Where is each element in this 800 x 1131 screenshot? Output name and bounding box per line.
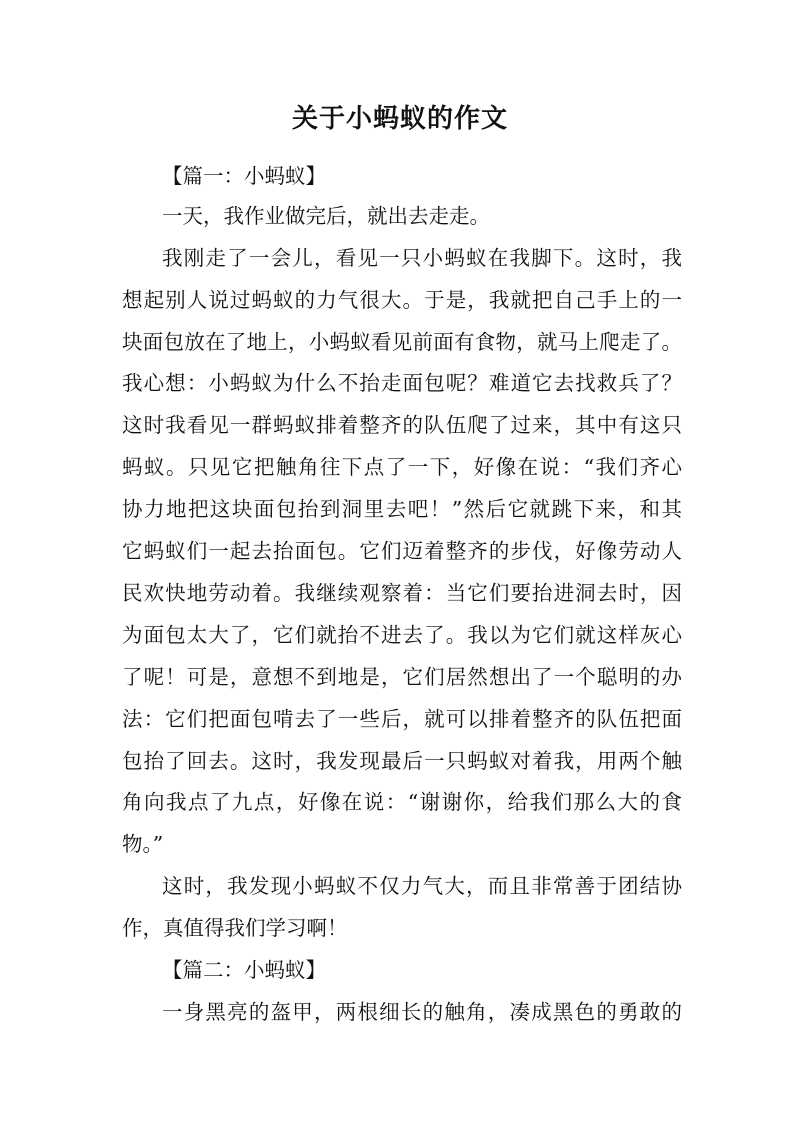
paragraph-line: 蚂蚁。只见它把触角往下点了一下，好像在说：“我们齐心: [122, 455, 682, 479]
paragraph-line: 物。”: [122, 832, 164, 856]
paragraph-line: 一天，我作业做完后，就出去走走。: [162, 204, 490, 228]
paragraph-line: 我刚走了一会儿，看见一只小蚂蚁在我脚下。这时，我: [162, 246, 682, 270]
paragraph-line: 包抬了回去。这时，我发现最后一只蚂蚁对着我，用两个触: [122, 749, 682, 773]
document-title: 关于小蚂蚁的作文: [291, 104, 508, 134]
section-heading-1: 【篇一：小蚂蚁】: [162, 164, 326, 188]
paragraph-line: 角向我点了九点，好像在说：“谢谢你，给我们那么大的食: [122, 790, 682, 814]
paragraph-line: 协力地把这块面包抬到洞里去吧！”然后它就跳下来，和其: [122, 497, 682, 521]
paragraph-line: 这时，我发现小蚂蚁不仅力气大，而且非常善于团结协: [162, 874, 682, 898]
paragraph-line: 了呢！可是，意想不到地是，它们居然想出了一个聪明的办: [122, 665, 682, 689]
paragraph-line: 这时我看见一群蚂蚁排着整齐的队伍爬了过来，其中有这只: [122, 413, 682, 437]
paragraph-line: 想起别人说过蚂蚁的力气很大。于是，我就把自己手上的一: [122, 288, 682, 312]
paragraph-line: 法：它们把面包啃去了一些后，就可以排着整齐的队伍把面: [122, 707, 682, 731]
paragraph-line: 作，真值得我们学习啊！: [122, 916, 348, 940]
paragraph-line: 为面包太大了，它们就抬不进去了。我以为它们就这样灰心: [122, 623, 682, 647]
paragraph-line: 民欢快地劳动着。我继续观察着：当它们要抬进洞去时，因: [122, 581, 682, 605]
paragraph-line: 块面包放在了地上，小蚂蚁看见前面有食物，就马上爬走了。: [122, 330, 682, 354]
paragraph-line: 我心想：小蚂蚁为什么不抬走面包呢？难道它去找救兵了？: [122, 371, 682, 395]
section-heading-2: 【篇二：小蚂蚁】: [162, 958, 326, 982]
paragraph-line: 一身黑亮的盔甲，两根细长的触角，凑成黑色的勇敢的: [162, 1000, 682, 1024]
paragraph-line: 它蚂蚁们一起去抬面包。它们迈着整齐的步伐，好像劳动人: [122, 539, 682, 563]
